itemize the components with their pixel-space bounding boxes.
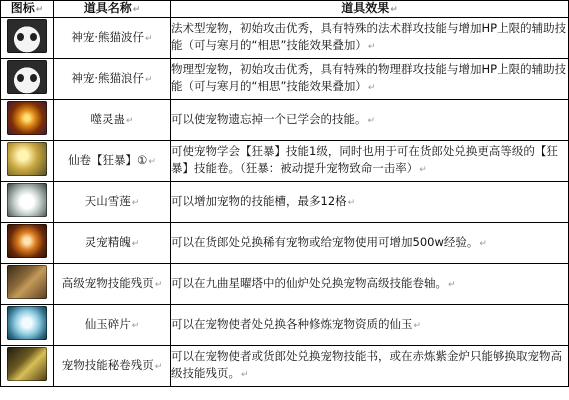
icon-cell xyxy=(1,141,54,182)
paragraph-mark-icon: ↵ xyxy=(131,238,140,249)
gold-pages-icon xyxy=(7,347,47,381)
header-name xyxy=(54,1,171,18)
item-effect: 物理型宠物，初始攻击优秀，具有特殊的物理群攻技能与增加HP上限的辅助技能（可与寒月的“相思”技能效果叠加） xyxy=(171,62,567,93)
table-row xyxy=(1,141,569,182)
header-effect xyxy=(171,1,569,18)
paragraph-mark-icon: ↵ xyxy=(419,165,427,175)
paragraph-mark-icon: ↵ xyxy=(132,5,141,15)
icon-cell xyxy=(1,18,54,59)
item-effect: 法术型宠物，初始攻击优秀，具有特殊的法术群攻技能与增加HP上限的辅助技能（可与寒月的“相思”技能效果叠加） xyxy=(171,21,567,52)
paragraph-mark-icon: ↵ xyxy=(367,42,376,52)
table-row xyxy=(1,18,569,59)
item-name-cell xyxy=(54,346,171,387)
item-name: 噬灵蛊 xyxy=(90,111,125,126)
item-effect-cell xyxy=(171,346,569,387)
icon-cell xyxy=(1,305,54,346)
paragraph-mark-icon: ↵ xyxy=(145,33,153,44)
icon-cell xyxy=(1,59,54,100)
item-effect-cell xyxy=(171,264,569,305)
item-effect-cell xyxy=(171,59,569,100)
paragraph-mark-icon: ↵ xyxy=(367,115,376,126)
item-name-cell xyxy=(54,264,171,305)
paragraph-mark-icon: ↵ xyxy=(145,74,153,85)
item-effect: 可以在宠物使者处兑换各种修炼宠物资质的仙玉 xyxy=(171,316,413,331)
header-icon-label: 图标 xyxy=(10,1,35,15)
icon-cell xyxy=(1,346,54,387)
header-icon xyxy=(1,1,54,18)
item-effect: 可以使宠物遗忘掉一个已学会的技能。 xyxy=(171,111,367,126)
paragraph-mark-icon: ↵ xyxy=(148,156,156,167)
item-effect-cell xyxy=(171,100,569,141)
item-effect: 可以在货郎处兑换稀有宠物或给宠物使用可增加500w经验。 xyxy=(171,234,479,249)
item-name-cell xyxy=(54,141,171,182)
paragraph-mark-icon: ↵ xyxy=(390,5,398,15)
item-effect-cell xyxy=(171,182,569,223)
lotus-icon xyxy=(7,183,47,217)
item-name: 仙玉碎片 xyxy=(84,316,131,331)
scroll-icon xyxy=(7,142,47,176)
paragraph-mark-icon: ↵ xyxy=(367,83,376,93)
paragraph-mark-icon: ↵ xyxy=(241,370,249,380)
table-row xyxy=(1,223,569,264)
icon-cell xyxy=(1,182,54,223)
icon-cell xyxy=(1,100,54,141)
item-effect-cell xyxy=(171,141,569,182)
orange-orb-icon xyxy=(7,101,47,135)
paragraph-mark-icon: ↵ xyxy=(125,115,134,126)
item-effect-cell xyxy=(171,305,569,346)
item-effect: 可以在九曲星曜塔中的仙炉处兑换宠物高级技能卷轴。 xyxy=(171,275,447,290)
item-name-cell xyxy=(54,18,171,59)
panda-icon xyxy=(7,19,47,53)
paragraph-mark-icon: ↵ xyxy=(347,197,356,208)
panda-icon xyxy=(7,60,47,94)
header-effect-label: 道具效果 xyxy=(341,1,390,15)
header-name-label: 道具名称 xyxy=(83,1,132,15)
item-name: 神宠·熊猫浪仔 xyxy=(71,70,145,85)
table-row xyxy=(1,305,569,346)
item-effect: 可使宠物学会【狂暴】技能1级，同时也用于可在货郎处兑换更高等级的【狂暴】技能卷。（狂暴：被动提升宠物致命一击率） xyxy=(171,144,558,175)
item-name-cell xyxy=(54,100,171,141)
item-name-cell xyxy=(54,182,171,223)
paragraph-mark-icon: ↵ xyxy=(131,320,140,331)
paragraph-mark-icon: ↵ xyxy=(154,361,163,372)
paragraph-mark-icon: ↵ xyxy=(479,238,487,249)
header-row xyxy=(1,1,569,18)
paragraph-mark-icon: ↵ xyxy=(413,320,422,331)
table-row xyxy=(1,59,569,100)
item-effect: 可以在宠物使者或货郎处兑换宠物技能书，或在赤炼紫金炉只能够换取宠物高级技能残页。 xyxy=(171,349,562,380)
paragraph-mark-icon: ↵ xyxy=(448,279,456,290)
item-effect: 可以增加宠物的技能槽，最多12格 xyxy=(171,193,347,208)
item-effect-cell xyxy=(171,18,569,59)
page-icon xyxy=(7,265,47,299)
item-name-cell xyxy=(54,59,171,100)
item-name-cell xyxy=(54,305,171,346)
item-effect-cell xyxy=(171,223,569,264)
item-name: 灵宠精魄 xyxy=(84,234,131,249)
item-name-cell xyxy=(54,223,171,264)
table-row xyxy=(1,346,569,387)
table-row xyxy=(1,264,569,305)
item-name: 神宠·熊猫波仔 xyxy=(71,29,145,44)
icon-cell xyxy=(1,223,54,264)
paragraph-mark-icon: ↵ xyxy=(35,5,44,15)
table-row xyxy=(1,100,569,141)
paragraph-mark-icon: ↵ xyxy=(154,279,163,290)
paragraph-mark-icon: ↵ xyxy=(131,197,140,208)
item-name: 天山雪莲 xyxy=(84,193,131,208)
item-name: 高级宠物技能残页 xyxy=(61,275,154,290)
table-row xyxy=(1,182,569,223)
fire-orb-icon xyxy=(7,224,47,258)
icon-cell xyxy=(1,264,54,305)
item-name: 仙卷【狂暴】① xyxy=(68,152,148,167)
item-name: 宠物技能秘卷残页 xyxy=(61,357,154,372)
jade-icon xyxy=(7,306,47,340)
